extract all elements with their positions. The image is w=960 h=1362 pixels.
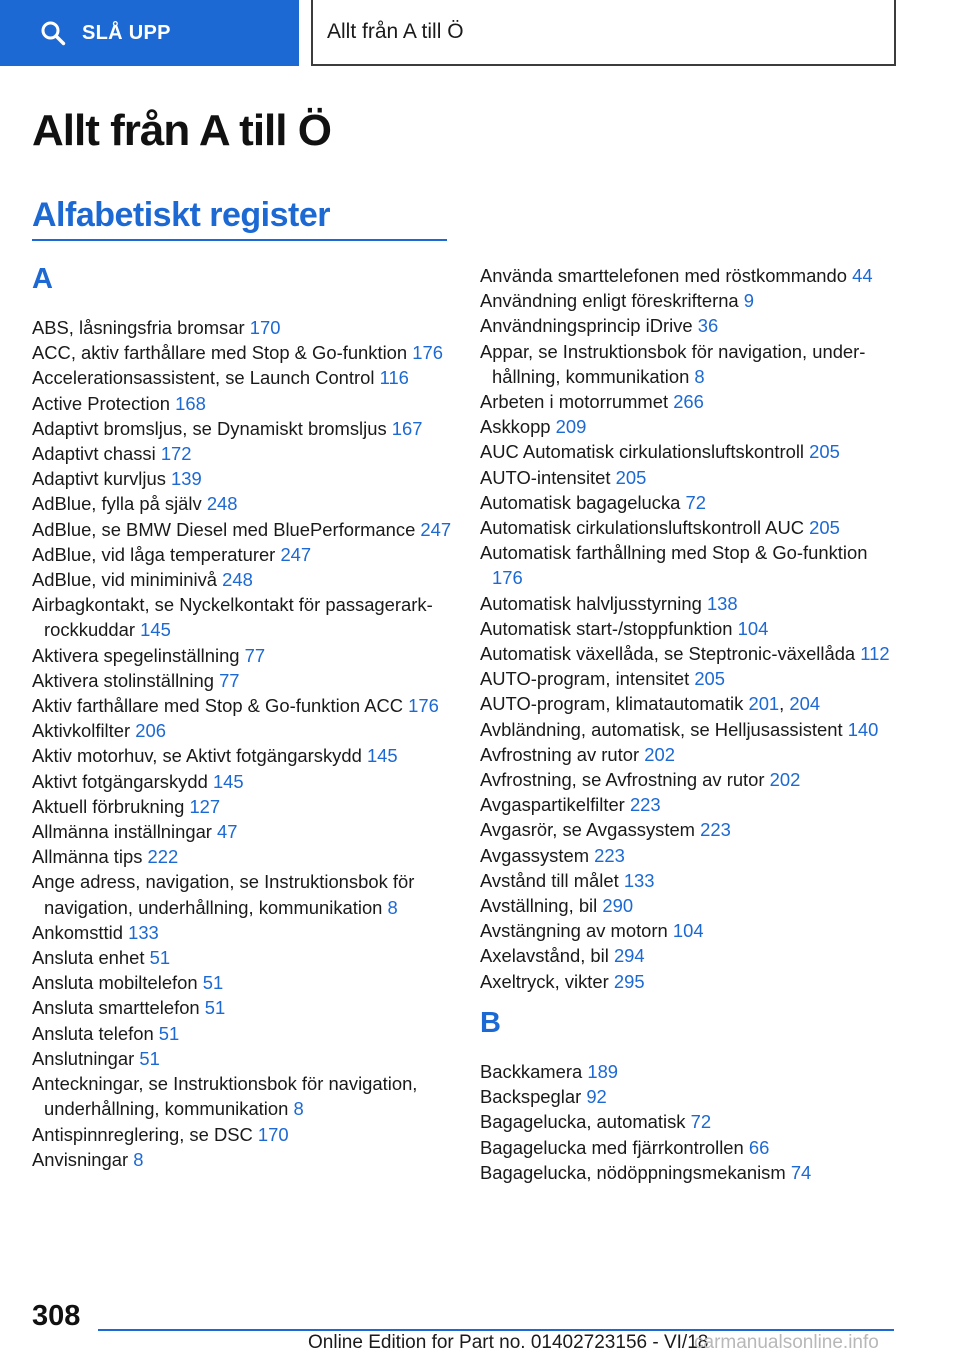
index-entry-text: Adaptivt bromsljus, se Dynamiskt bromsljus (32, 417, 387, 439)
index-entry-text: Bagagelucka med fjärrkontrollen (480, 1136, 744, 1158)
index-entry (32, 995, 452, 1020)
index-entry (480, 288, 890, 313)
index-entry-text: Avgasrör, se Avgassystem (480, 819, 696, 841)
index-column-right (480, 263, 890, 1185)
index-column-left (32, 263, 452, 1172)
index-entry-text: Automatisk växellåda, se Steptronic-växellåda (480, 643, 856, 665)
page-link[interactable]: 205 (694, 668, 725, 690)
section-divider (32, 239, 447, 241)
index-entry (32, 441, 452, 466)
page-link[interactable]: 116 (379, 367, 409, 389)
index-entry (32, 517, 452, 542)
page-title: Allt från A till Ö (32, 106, 331, 155)
index-entry-text: Aktiv motorhuv, se Aktivt fotgängarskydd (32, 745, 362, 767)
index-entry (32, 869, 452, 919)
index-letter-heading: A (32, 263, 53, 295)
index-entry (32, 945, 452, 970)
index-entry (32, 1021, 452, 1046)
index-entry (480, 313, 890, 338)
index-entry (480, 263, 890, 288)
page-link[interactable]: 66 (748, 1136, 770, 1158)
index-entry-text: AdBlue, vid låga temperaturer (32, 543, 276, 565)
index-entry (32, 1147, 452, 1172)
page-link[interactable]: 139 (171, 468, 202, 490)
page-link[interactable]: 145 (140, 619, 171, 641)
page-link[interactable]: 204 (789, 693, 821, 715)
index-entry-text: Accelerationsassistent, se Launch Control (32, 367, 375, 389)
index-entry-text: AUC Automatisk cirkulationsluftskontroll (480, 441, 804, 463)
index-entry-text: Avstånd till målet (480, 869, 619, 891)
page-link[interactable]: 104 (737, 617, 769, 639)
page-link[interactable]: 47 (217, 821, 238, 843)
index-entry-text: Ansluta telefon (32, 1022, 154, 1044)
footer-edition: Online Edition for Part no. 01402723156 - VI/18 (308, 1332, 709, 1353)
index-entry-text: Avgassystem (480, 844, 590, 866)
page-link[interactable]: 202 (644, 743, 675, 765)
index-entry (480, 843, 890, 868)
index-entry (480, 1109, 890, 1134)
page-link[interactable]: 290 (602, 895, 634, 917)
index-entry (480, 490, 890, 515)
page-link[interactable]: 72 (685, 491, 706, 513)
section-title: Alfabetiskt register (32, 196, 330, 234)
index-entry (32, 1046, 452, 1071)
page-link[interactable]: 223 (629, 794, 661, 816)
index-entry-text: Axelavstånd, bil (480, 945, 609, 967)
index-entry (480, 868, 890, 893)
index-entry (480, 616, 890, 641)
index-entry-text: Anvisningar (32, 1148, 129, 1170)
page-link[interactable]: 72 (690, 1111, 712, 1133)
index-entry: AUTO-program, klimatautomatik 201, 204 (480, 693, 821, 715)
page-link[interactable]: 9 (743, 290, 755, 312)
index-entry-text: Axeltryck, vikter (480, 970, 609, 992)
index-entry-text: Aktivkolfilter (32, 720, 131, 742)
page-link[interactable]: 248 (206, 493, 238, 515)
page-link[interactable]: 92 (586, 1086, 607, 1108)
index-entry-text: Automatisk start-/stoppfunktion (480, 617, 733, 639)
index-entry (32, 819, 452, 844)
page-link[interactable]: 51 (204, 997, 226, 1019)
page-link[interactable]: 176 (492, 567, 523, 589)
page-link[interactable]: 44 (852, 265, 873, 286)
index-entry (32, 340, 452, 365)
index-entry (480, 893, 890, 918)
page-number: 308 (32, 1300, 81, 1332)
index-entry-text: Airbagkontakt, se Nyckelkontakt för passagerarkrockkuddar (32, 594, 433, 641)
index-entry (480, 540, 890, 590)
page-link[interactable]: 51 (149, 947, 171, 969)
page-link[interactable]: 8 (694, 365, 705, 387)
page-link[interactable]: 222 (147, 846, 179, 868)
index-entry-text: Antispinnreglering, se DSC (32, 1123, 253, 1145)
page-link[interactable]: 205 (615, 466, 647, 488)
index-entry (480, 591, 890, 616)
index-entry-text: AUTO-intensitet (480, 466, 611, 488)
index-entry (480, 918, 890, 943)
index-entry (32, 315, 452, 340)
index-entry-text: Backspeglar (480, 1086, 582, 1108)
index-entry (480, 439, 890, 464)
index-entry (32, 844, 452, 869)
page-link[interactable]: 294 (613, 945, 645, 967)
index-entry-text: Aktivera stolinställning (32, 669, 214, 691)
index-entry-text: Användning enligt föreskrifterna (480, 290, 739, 312)
index-entry-text: Allmänna tips (32, 846, 143, 868)
index-entry (32, 365, 452, 390)
index-entry-text: Avfrostning, se Avfrostning av rutor (480, 769, 765, 791)
watermark: carmanualsonline.info (694, 1332, 879, 1353)
index-entry-text: Avfrostning av rutor (480, 743, 640, 765)
page-link[interactable]: 51 (158, 1022, 180, 1044)
index-entry (32, 769, 452, 794)
page-link[interactable]: 112 (860, 643, 890, 665)
page-link[interactable]: 205 (809, 441, 840, 463)
index-entry-text: Aktivera spegelinställning (32, 644, 240, 666)
search-icon (40, 20, 66, 46)
page-link[interactable]: 8 (133, 1148, 144, 1170)
index-entry (480, 641, 890, 666)
page-link[interactable]: 104 (672, 920, 704, 942)
index-entry-text: AdBlue, vid miniminivå (32, 569, 218, 591)
page-link[interactable]: 206 (135, 720, 166, 742)
page-link[interactable]: 170 (257, 1123, 289, 1145)
breadcrumb: Allt från A till Ö (311, 0, 896, 66)
index-entry-text: Aktiv farthållare med Stop & Go-funktion ACC (32, 695, 404, 717)
index-entry-text: Ansluta enhet (32, 947, 145, 969)
index-entry (480, 817, 890, 842)
index-entry-text: Automatisk bagagelucka (480, 491, 681, 513)
index-entry (480, 767, 890, 792)
index-entry (32, 567, 452, 592)
page-link[interactable]: 51 (202, 972, 224, 994)
index-entry-text: Anslutningar (32, 1047, 135, 1069)
index-entry (32, 491, 452, 516)
index-entry (480, 414, 890, 439)
index-entry-text: Ansluta smarttelefon (32, 997, 200, 1019)
index-entry (32, 920, 452, 945)
index-entry-text: Allmänna inställningar (32, 821, 212, 843)
index-entry (32, 668, 452, 693)
index-entry-text: Arbeten i motorrummet (480, 391, 669, 413)
index-entry (32, 970, 452, 995)
page-link[interactable]: 205 (809, 517, 840, 539)
index-entry-text: Backkamera (480, 1060, 583, 1082)
page-link[interactable]: 189 (587, 1060, 619, 1082)
index-entry (480, 515, 890, 540)
index-entry-text: Använda smarttelefonen med röstkommando (480, 265, 847, 286)
index-entry-text: ACC, aktiv farthållare med Stop & Go-funktion (32, 342, 408, 364)
index-entry-text: AUTO-program, klimatautomatik (480, 693, 744, 715)
index-entry-text: Avställning, bil (480, 895, 598, 917)
index-entry-text: Ankomsttid (32, 921, 123, 943)
page-link[interactable]: 77 (219, 669, 240, 691)
index-entry (480, 969, 890, 994)
index-entry-text: Adaptivt chassi (32, 443, 156, 465)
index-entry (480, 339, 890, 389)
page-link[interactable]: 51 (139, 1047, 160, 1069)
index-entry (480, 1135, 890, 1160)
page-link[interactable]: 138 (706, 592, 738, 614)
index-entry-text: AdBlue, fylla på själv (32, 493, 202, 515)
index-entry (480, 465, 890, 490)
index-entry-text: Adaptivt kurvljus (32, 468, 166, 490)
page-link[interactable]: 36 (697, 315, 719, 337)
index-entry (32, 794, 452, 819)
index-entry-text: Aktivt fotgängarskydd (32, 770, 208, 792)
index-entry-text: Askkopp (480, 416, 551, 438)
top-bar (0, 0, 960, 66)
index-entry (32, 391, 452, 416)
page-link[interactable]: 8 (387, 896, 398, 918)
search-button-label: SLÅ UPP (82, 21, 171, 44)
footer-divider (98, 1329, 894, 1331)
page-link[interactable]: 247 (420, 518, 452, 540)
index-letter-heading: B (480, 1006, 501, 1039)
page-link[interactable]: 145 (212, 770, 244, 792)
index-entry (32, 743, 452, 768)
index-entry-text: AdBlue, se BMW Diesel med BluePerformance (32, 518, 416, 540)
page-link[interactable]: 172 (160, 443, 192, 465)
index-entry-text: Avgaspartikelfilter (480, 794, 625, 816)
index-entry (480, 1059, 890, 1084)
page-link[interactable]: 8 (293, 1098, 304, 1120)
page-link[interactable]: 133 (623, 869, 655, 891)
page-link[interactable]: 74 (790, 1161, 812, 1183)
index-entry (480, 1084, 890, 1109)
page-link[interactable]: 209 (555, 416, 587, 438)
page-link[interactable]: 201 (748, 693, 780, 715)
index-entry (480, 943, 890, 968)
index-entry (32, 1122, 452, 1147)
index-entry-text: Ange adress, navigation, se Instruktionsbok för navigation, underhållning, kommunikation (32, 871, 415, 918)
page-link[interactable]: 145 (366, 745, 398, 767)
index-entry-text: Automatisk farthållning med Stop & Go-funktion (480, 542, 868, 564)
search-button[interactable] (0, 0, 299, 66)
index-entry-text: AUTO-program, intensitet (480, 668, 690, 690)
index-entry-text: Anteckningar, se Instruktionsbok för navigation, underhållning, kommunikation (32, 1073, 418, 1120)
index-entry-text: Automatisk halvljusstyrning (480, 592, 702, 614)
index-entry-text: ABS, låsningsfria bromsar (32, 317, 245, 338)
page-link[interactable]: 248 (222, 569, 253, 591)
index-entry-text: Avbländning, automatisk, se Helljusassistent (480, 718, 843, 740)
index-entry (480, 666, 890, 691)
index-entry-text: Appar, se Instruktionsbok för navigation, underhållning, kommunikation (480, 340, 866, 387)
page-link[interactable]: 133 (128, 921, 159, 943)
index-entry (32, 693, 452, 718)
index-entry (32, 466, 452, 491)
index-entry (32, 592, 452, 642)
page-link[interactable]: 168 (175, 392, 206, 414)
index-entry-text: Automatisk cirkulationsluftskontroll AUC (480, 517, 804, 539)
index-entry (480, 717, 890, 742)
page-link[interactable]: 167 (391, 417, 423, 439)
index-entry (32, 718, 452, 743)
index-entry-text: Bagagelucka, automatisk (480, 1111, 686, 1133)
index-entry (32, 416, 452, 441)
page-link[interactable]: 223 (594, 844, 625, 866)
index-entry-text: Bagagelucka, nödöppningsmekanism (480, 1161, 786, 1183)
index-entry (480, 1160, 890, 1185)
index-entry (480, 742, 890, 767)
index-entry (480, 792, 890, 817)
page-link[interactable]: 176 (412, 342, 443, 364)
page-link[interactable]: 247 (280, 543, 312, 565)
page-link[interactable]: 77 (244, 644, 266, 666)
page-link[interactable]: 223 (700, 819, 731, 841)
index-entry-text: Avstängning av motorn (480, 920, 668, 942)
page-link[interactable]: 202 (769, 769, 801, 791)
index-entry (32, 542, 452, 567)
page-link[interactable]: 170 (249, 317, 281, 338)
index-entry (32, 643, 452, 668)
index-entry-text: Ansluta mobiltelefon (32, 972, 198, 994)
index-entry-text: Användningsprincip iDrive (480, 315, 693, 337)
page-link[interactable]: 176 (408, 695, 439, 717)
index-entry-text: Active Protection (32, 392, 170, 414)
index-entry-text: Aktuell förbrukning (32, 795, 185, 817)
index-entry (480, 389, 890, 414)
index-entry (32, 1071, 452, 1121)
page-link[interactable]: 266 (673, 391, 704, 413)
page-link[interactable]: 295 (613, 970, 645, 992)
page-link[interactable]: 140 (847, 718, 879, 740)
page-link[interactable]: 127 (189, 795, 221, 817)
